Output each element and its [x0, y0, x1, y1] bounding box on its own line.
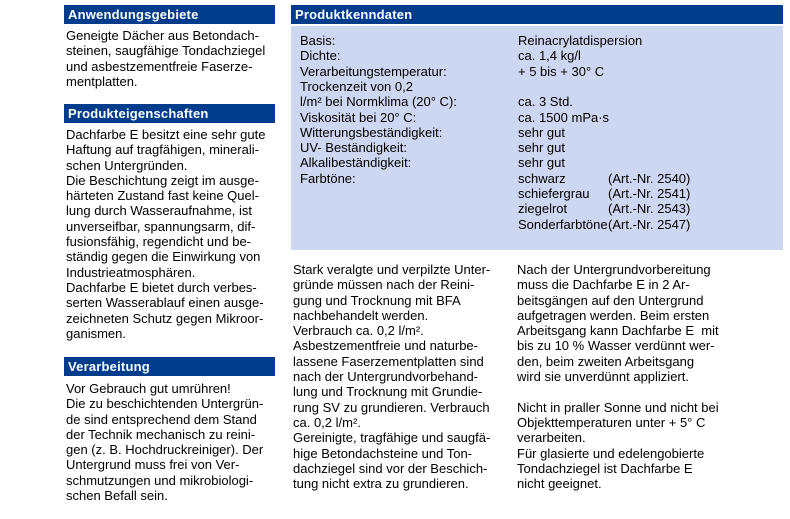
text-line: ständig gegen die Einwirkung von	[66, 249, 261, 265]
text-line: gung und Trocknung mit BFA	[293, 292, 461, 308]
color-article-number: (Art.-Nr. 2541)	[608, 186, 691, 201]
product-label: UV- Beständigkeit:	[300, 140, 407, 156]
text-line: lung durch Wasseraufnahme, ist	[66, 203, 252, 219]
verarbeitung-text	[66, 381, 263, 503]
text-line: Haftung auf tragfähigen, minerali-	[66, 142, 259, 158]
color-name: Sonderfarbtöne	[518, 216, 608, 232]
text-line: steinen, saugfähige Tondachziegel	[66, 43, 266, 59]
text-line: Für glasierte und edelengobierte	[517, 445, 705, 461]
text-line: muss die Dachfarbe E in 2 Ar-	[517, 277, 690, 293]
text-line: schmutzungen und mikrobiologi-	[66, 472, 254, 488]
text-line: dachziegel sind vor der Beschich-	[293, 460, 488, 476]
text-line: gen (z. B. Hochdruckreiniger). Der	[66, 442, 264, 458]
text-line: beitsgängen auf den Untergrund	[517, 292, 704, 308]
section-header-produkteigenschaften: Produkteigenschaften	[64, 104, 275, 123]
text-line: Geneigte Dächer aus Betondach-	[66, 28, 259, 43]
text-line: Dachfarbe E besitzt eine sehr gute	[66, 127, 266, 142]
text-line: Gereinigte, tragfähige und saugfä-	[293, 430, 491, 446]
color-name: schwarz	[518, 170, 566, 186]
product-data-panel	[291, 26, 783, 250]
text-line: nach der Untergrundvorbehand-	[293, 369, 479, 385]
product-label: Farbtöne:	[300, 170, 356, 186]
text-line: wird sie unverdünnt appliziert.	[517, 369, 689, 385]
text-line: hige Betondachsteine und Ton-	[293, 445, 473, 461]
text-line: rung SV zu grundieren. Verbrauch	[293, 399, 490, 415]
text-line: Untergrund muss frei von Ver-	[66, 457, 240, 473]
product-label: Dichte:	[300, 48, 341, 64]
product-value: sehr gut	[518, 124, 565, 140]
text-line	[517, 384, 719, 399]
product-label: Alkalibeständigkeit:	[300, 155, 412, 171]
color-name: schiefergrau	[518, 186, 590, 201]
product-label: Viskosität bei 20° C:	[300, 109, 417, 125]
text-line: Die zu beschichtenden Untergrün-	[66, 396, 264, 412]
text-line: fusionsfähig, regendicht und be-	[66, 234, 252, 250]
text-line: lung und Trocknung mit Grundie-	[293, 384, 483, 400]
text-line: Nicht in praller Sonne und nicht bei	[517, 399, 719, 415]
product-value: ca. 3 Std.	[518, 94, 573, 110]
color-name: ziegelrot	[518, 201, 568, 217]
text-line: Tondachziegel ist Dachfarbe E	[517, 460, 693, 476]
text-line: zeichneten Schutz gegen Mikroor-	[66, 310, 264, 326]
text-line: Vor Gebrauch gut umrühren!	[66, 381, 231, 396]
text-line: gründe müssen nach der Reini-	[293, 277, 475, 293]
text-line: serten Wasserablauf einen ausge-	[66, 295, 264, 311]
text-line: und asbestzementfreie Faserze-	[66, 58, 253, 74]
text-line: Verbrauch ca. 0,2 l/m².	[293, 323, 424, 339]
text-line: der Technik mechanisch zu reini-	[66, 426, 256, 442]
text-line: ganismen.	[66, 325, 126, 341]
text-line: de sind entsprechend dem Stand	[66, 411, 257, 427]
right-column-text	[517, 262, 719, 491]
text-line: Dachfarbe E bietet durch verbes-	[66, 279, 257, 295]
text-line: lassene Faserzementplatten sind	[293, 353, 484, 369]
section-header-verarbeitung: Verarbeitung	[64, 357, 275, 376]
text-line: Asbestzementfreie und naturbe-	[293, 338, 478, 354]
color-article-number: (Art.-Nr. 2547)	[608, 216, 691, 232]
text-line: aufgetragen werden. Beim ersten	[517, 307, 710, 323]
text-line: nachbehandelt werden.	[293, 307, 429, 323]
text-line: bis zu 10 % Wasser verdünnt wer-	[517, 338, 715, 354]
text-line: Die Beschichtung zeigt im ausge-	[66, 172, 259, 188]
text-line: schen Untergründen.	[66, 157, 188, 173]
text-line: verarbeiten.	[517, 430, 586, 446]
anwendungsgebiete-text	[66, 28, 265, 89]
color-article-number: (Art.-Nr. 2540)	[608, 170, 691, 186]
produkteigenschaften-text	[66, 127, 265, 341]
text-line: härteten Zustand fast keine Quel-	[66, 188, 259, 204]
text-line: ca. 0,2 l/m².	[293, 414, 361, 430]
product-value: Reinacrylatdispersion	[518, 33, 643, 48]
product-value: + 5 bis + 30° C	[518, 63, 605, 79]
product-label: l/m² bei Normklima (20° C):	[300, 94, 457, 110]
section-header-produktkenndaten: Produktkenndaten	[291, 5, 783, 24]
product-label: Verarbeitungstemperatur:	[300, 63, 447, 79]
text-line: Nach der Untergrundvorbereitung	[517, 262, 711, 277]
section-header-anwendungsgebiete: Anwendungsgebiete	[64, 5, 275, 24]
text-line: schen Befall sein.	[66, 488, 168, 504]
text-line: Arbeitsgang kann Dachfarbe E mit	[517, 323, 719, 339]
text-line: den, beim zweiten Arbeitsgang	[517, 353, 695, 369]
text-line: mentplatten.	[66, 73, 138, 89]
product-value: sehr gut	[518, 140, 565, 156]
text-line: unverseifbar, spannungsarm, dif-	[66, 218, 256, 234]
color-article-number: (Art.-Nr. 2543)	[608, 201, 691, 217]
text-line: Stark veralgte und verpilzte Unter-	[293, 262, 491, 277]
product-value: ca. 1,4 kg/l	[518, 48, 581, 64]
product-value: ca. 1500 mPa·s	[518, 109, 610, 125]
product-value: sehr gut	[518, 155, 565, 171]
product-label: Basis:	[300, 33, 336, 48]
text-line: Industrieatmosphären.	[66, 264, 196, 280]
product-label: Witterungsbeständigkeit:	[300, 124, 443, 140]
text-line: Objekttemperaturen unter + 5° C	[517, 414, 706, 430]
middle-column-text	[293, 262, 490, 491]
text-line: nicht geeignet.	[517, 476, 602, 492]
product-label: Trockenzeit von 0,2	[300, 78, 413, 94]
text-line: tung nicht extra zu grundieren.	[293, 476, 469, 492]
